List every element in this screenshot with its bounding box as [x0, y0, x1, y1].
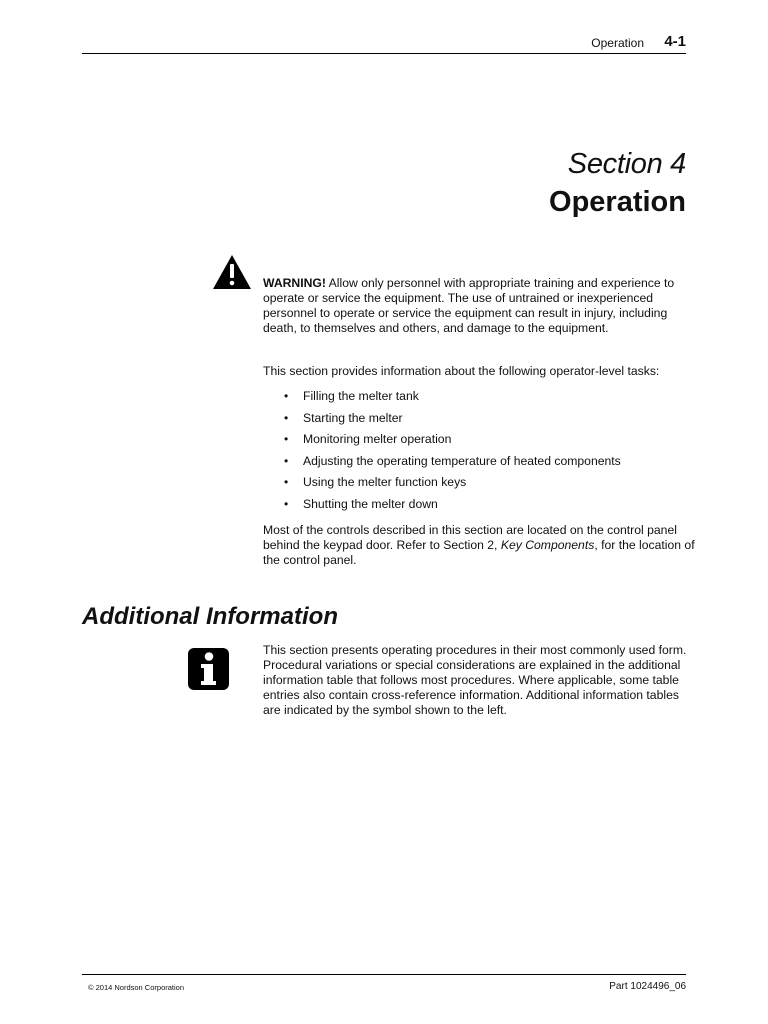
- list-item: [263, 389, 683, 411]
- list-item: [263, 497, 683, 519]
- task-list: [263, 389, 683, 519]
- bullet-icon: •: [284, 496, 289, 511]
- bullet-icon: •: [284, 410, 289, 425]
- list-item-text: Monitoring melter operation: [303, 432, 452, 447]
- info-icon: [188, 648, 229, 690]
- controls-text-before: Most of the controls described in this section are located on the control panel behind the keypad door. Refer to Section 2,: [263, 523, 677, 552]
- bullet-icon: •: [284, 453, 289, 468]
- bullet-icon: •: [284, 389, 289, 403]
- list-item: [263, 475, 683, 497]
- bullet-icon: •: [284, 432, 289, 447]
- list-item-text: Adjusting the operating temperature of heated components: [303, 453, 621, 468]
- intro-paragraph: This section provides information about the following operator-level tasks:: [263, 364, 660, 378]
- controls-text-after: , for the location of the control panel.: [263, 538, 695, 567]
- footer-copyright: © 2014 Nordson Corporation: [88, 983, 184, 992]
- section-title: Operation: [549, 186, 686, 218]
- header-section-label: Operation: [591, 36, 644, 50]
- list-item-text: Starting the melter: [303, 410, 403, 425]
- list-item: [263, 411, 683, 433]
- additional-information-paragraph: This section presents operating procedures in their most commonly used form. Procedural variations or special considerations are explained in the additional information table that follows most procedures. Where applicable, some table entries also contain cross-reference information. Additional information tables are indicated by the symbol shown to the left.: [263, 643, 687, 717]
- warning-triangle-icon: [212, 254, 252, 290]
- section-number: Section 4: [567, 148, 686, 180]
- footer-part-number: Part 1024496_06: [609, 981, 686, 992]
- warning-text: Allow only personnel with appropriate training and experience to operate or service the equipment. The use of untrained or inexperienced personnel to operate or service the equipment can result in injury, including death, to themselves and others, and damage to the equipment.: [263, 276, 675, 335]
- additional-information-heading: Additional Information: [82, 603, 338, 630]
- key-components-reference: Key Components: [500, 538, 595, 552]
- list-item: [263, 432, 683, 454]
- header-page-number: 4-1: [664, 33, 686, 50]
- warning-message: [263, 276, 695, 336]
- page-footer: [82, 974, 686, 992]
- controls-paragraph: [263, 523, 695, 568]
- bullet-icon: •: [284, 475, 289, 490]
- warning-label: WARNING!: [263, 276, 326, 290]
- list-item-text: Filling the melter tank: [303, 389, 419, 403]
- page-header: [82, 32, 686, 54]
- list-item: [263, 454, 683, 476]
- list-item-text: Shutting the melter down: [303, 496, 438, 511]
- list-item-text: Using the melter function keys: [303, 475, 467, 490]
